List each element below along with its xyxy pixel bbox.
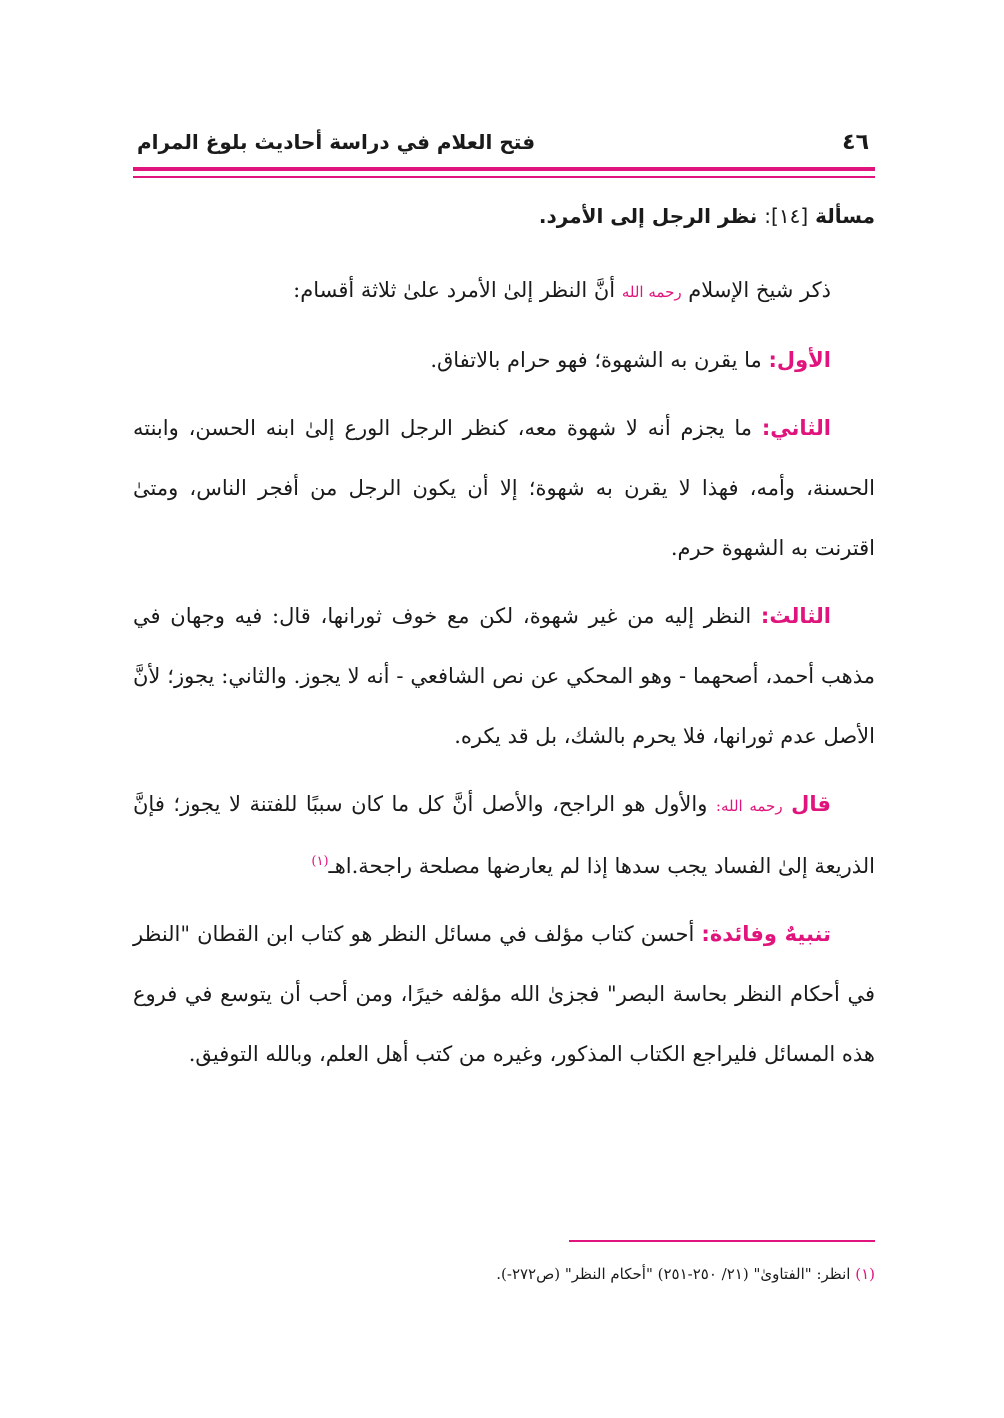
masala-number: [١٤]: [764, 204, 809, 228]
first-text: ما يقرن به الشهوة؛ فهو حرام بالاتفاق. [430, 348, 762, 372]
footnote-rule [569, 1240, 875, 1242]
book-title: فتح العلام في دراسة أحاديث بلوغ المرام [137, 130, 536, 154]
masala-heading [133, 186, 875, 246]
second-category-paragraph [133, 398, 875, 578]
note-paragraph [133, 904, 875, 1084]
said-term: قال [791, 792, 831, 816]
running-header [133, 128, 875, 168]
note-term: تنبيهٌ وفائدة: [701, 922, 831, 946]
second-term: الثاني: [761, 416, 831, 440]
intro-honorific: رحمه الله [621, 283, 682, 301]
footnote-number: (١) [855, 1265, 875, 1283]
first-category-paragraph [133, 330, 875, 390]
footnote [133, 1262, 875, 1286]
intro-text-after: أنَّ النظر إلىٰ الأمرد علىٰ ثلاثة أقسام: [293, 278, 616, 302]
said-text: والأول هو الراجح، والأصل أنَّ كل ما كان سببًا للفتنة لا يجوز؛ فإنَّ الذريعة إلىٰ الفساد يجب سدها إذا لم يعارضها مصلحة راجحة.اهـ [133, 792, 875, 878]
said-honorific: رحمه الله: [715, 797, 783, 815]
masala-label: مسألة [815, 204, 875, 228]
intro-text-before: ذكر شيخ الإسلام [688, 278, 831, 302]
page-number: ٤٦ [842, 130, 869, 155]
header-rule-thin [133, 176, 875, 178]
intro-paragraph [133, 260, 875, 322]
header-rule-thick [133, 167, 875, 171]
footnote-reference[interactable]: (١) [311, 854, 329, 869]
page-body [133, 186, 875, 1092]
footnote-text: انظر: "الفتاوىٰ" (٢١/ ٢٥٠-٢٥١) "أحكام النظر" (ص٢٧٢-). [496, 1265, 851, 1283]
third-term: الثالث: [760, 604, 831, 628]
third-text: النظر إليه من غير شهوة، لكن مع خوف ثورانها، قال: فيه وجهان في مذهب أحمد، أصحهما - وهو المحكي عن نص الشافعي - أنه لا يجوز. والثاني: يجوز؛ لأنَّ الأصل عدم ثورانها، فلا يحرم بالشك، بل قد يكره. [133, 604, 875, 748]
masala-title: نظر الرجل إلى الأمرد. [538, 204, 758, 228]
said-paragraph [133, 774, 875, 896]
third-category-paragraph [133, 586, 875, 766]
first-term: الأول: [768, 348, 831, 372]
second-text: ما يجزم أنه لا شهوة معه، كنظر الرجل الورع إلىٰ ابنه الحسن، وابنته الحسنة، وأمه، فهذا لا يقرن به شهوة؛ إلا أن يكون الرجل من أفجر الناس، ومتىٰ اقترنت به الشهوة حرم. [133, 416, 875, 560]
note-text: أحسن كتاب مؤلف في مسائل النظر هو كتاب ابن القطان "النظر في أحكام النظر بحاسة البصر" فجزىٰ الله مؤلفه خيرًا، ومن أحب أن يتوسع في فروع هذه المسائل فليراجع الكتاب المذكور، وغيره من كتب أهل العلم، وبالله التوفيق. [133, 922, 875, 1066]
